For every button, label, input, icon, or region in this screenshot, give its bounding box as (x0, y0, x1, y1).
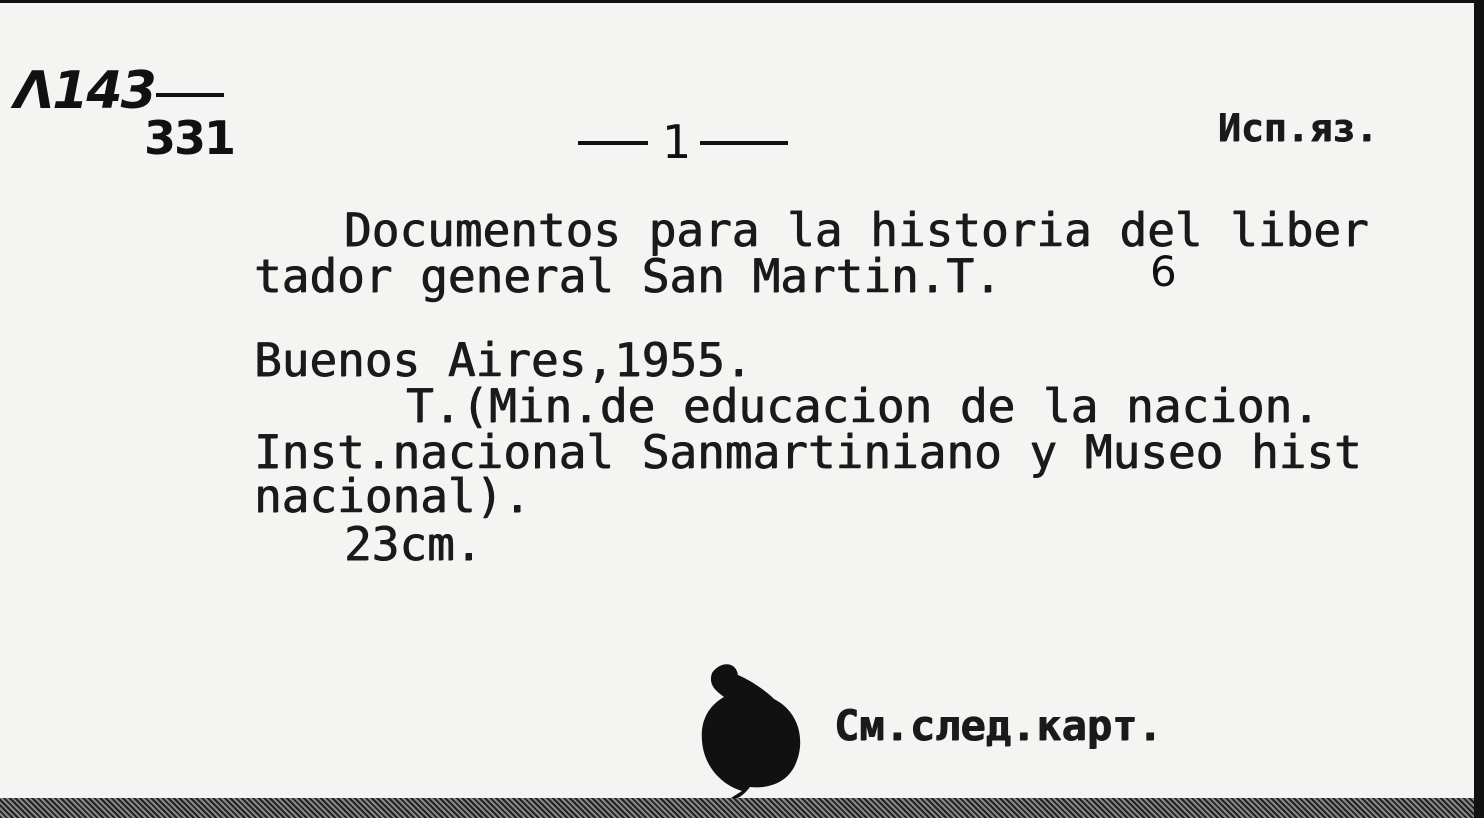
see-next-card-note: См.след.карт. (834, 701, 1163, 750)
title-line-2: tador general San Martin.T. (254, 249, 1002, 303)
imprint-line: Buenos Aires,1955. (254, 333, 753, 387)
dimensions-line: 23cm. (344, 517, 483, 571)
shelf-mark-divider (156, 93, 224, 97)
page-number-dash-left (578, 141, 648, 145)
volume-number: 6 (1150, 247, 1177, 296)
ink-blot-icon (692, 655, 812, 805)
series-note-line-2: Inst.nacional Sanmartiniano y Museo hist (254, 425, 1362, 479)
language-label: Исп.яз. (1218, 106, 1379, 150)
card-bottom-edge (0, 798, 1474, 818)
series-note-line-1: T.(Min.de educacion de la nacion. (406, 379, 1320, 433)
series-note-line-3: nacional). (254, 469, 531, 523)
shelf-mark-bottom: 331 (144, 111, 235, 165)
page-number-dash-right (700, 141, 788, 145)
shelf-mark-top: Λ143 (14, 61, 155, 121)
page-number: 1 (662, 115, 692, 169)
title-line-1: Documentos para la historia del liber (344, 203, 1369, 257)
